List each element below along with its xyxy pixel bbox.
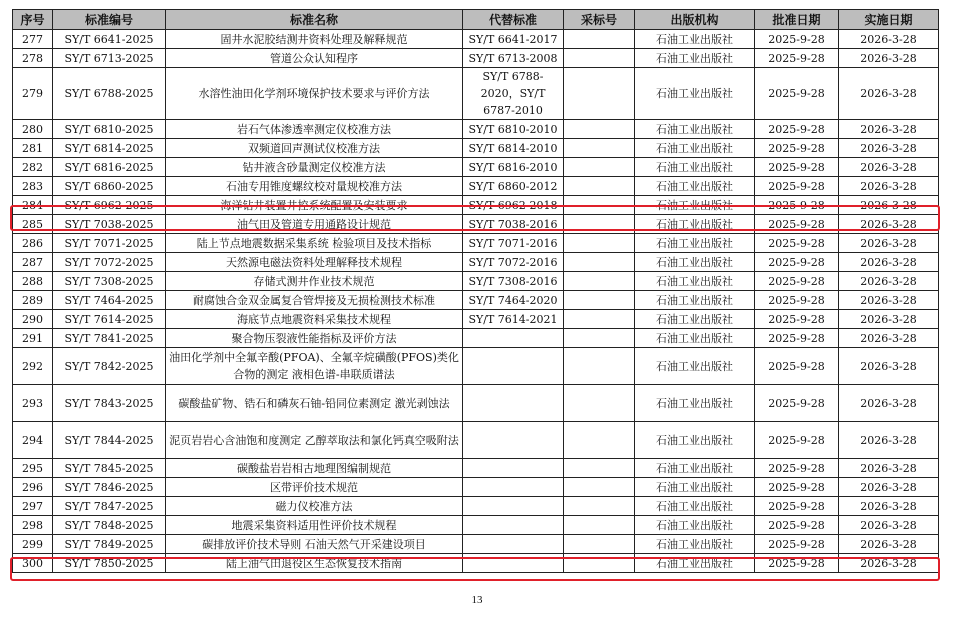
cell-adopt (564, 30, 635, 49)
cell-approve-date: 2025-9-28 (755, 348, 839, 385)
cell-no: 285 (13, 215, 53, 234)
cell-publisher: 石油工业出版社 (635, 272, 755, 291)
cell-approve-date: 2025-9-28 (755, 177, 839, 196)
cell-name: 陆上油气田退役区生态恢复技术指南 (166, 554, 463, 573)
cell-adopt (564, 329, 635, 348)
cell-name: 地震采集资料适用性评价技术规程 (166, 516, 463, 535)
cell-code: SY/T 6816-2025 (53, 158, 166, 177)
cell-adopt (564, 120, 635, 139)
cell-name: 固井水泥胶结测井资料处理及解释规范 (166, 30, 463, 49)
cell-code: SY/T 7849-2025 (53, 535, 166, 554)
cell-no: 281 (13, 139, 53, 158)
table-row (13, 215, 939, 234)
table-header-row (13, 10, 939, 30)
table-row (13, 177, 939, 196)
cell-approve-date: 2025-9-28 (755, 535, 839, 554)
cell-approve-date: 2025-9-28 (755, 291, 839, 310)
cell-effective-date: 2026-3-28 (839, 497, 939, 516)
cell-adopt (564, 272, 635, 291)
cell-replaces (463, 497, 564, 516)
cell-approve-date: 2025-9-28 (755, 139, 839, 158)
cell-approve-date: 2025-9-28 (755, 422, 839, 459)
cell-name: 油田化学剂中全氟辛酸(PFOA)、全氟辛烷磺酸(PFOS)类化合物的测定 液相色谱-串联质谱法 (166, 348, 463, 385)
table-row (13, 497, 939, 516)
cell-adopt (564, 49, 635, 68)
cell-publisher: 石油工业出版社 (635, 554, 755, 573)
cell-publisher: 石油工业出版社 (635, 139, 755, 158)
cell-adopt (564, 348, 635, 385)
table-row (13, 253, 939, 272)
cell-adopt (564, 516, 635, 535)
cell-adopt (564, 554, 635, 573)
cell-publisher: 石油工业出版社 (635, 422, 755, 459)
cell-name: 碳酸盐岩岩相古地理图编制规范 (166, 459, 463, 478)
cell-effective-date: 2026-3-28 (839, 68, 939, 120)
header-adopt: 采标号 (564, 10, 635, 30)
table-row (13, 348, 939, 385)
cell-publisher: 石油工业出版社 (635, 478, 755, 497)
cell-code: SY/T 7841-2025 (53, 329, 166, 348)
header-name: 标准名称 (166, 10, 463, 30)
cell-code: SY/T 7308-2025 (53, 272, 166, 291)
table-row (13, 49, 939, 68)
cell-approve-date: 2025-9-28 (755, 196, 839, 215)
cell-publisher: 石油工业出版社 (635, 196, 755, 215)
cell-no: 290 (13, 310, 53, 329)
cell-name: 区带评价技术规范 (166, 478, 463, 497)
cell-approve-date: 2025-9-28 (755, 310, 839, 329)
table-row (13, 30, 939, 49)
header-replaces: 代替标准 (463, 10, 564, 30)
cell-adopt (564, 422, 635, 459)
cell-replaces (463, 385, 564, 422)
cell-no: 296 (13, 478, 53, 497)
table-row (13, 68, 939, 120)
cell-no: 282 (13, 158, 53, 177)
cell-replaces: SY/T 6814-2010 (463, 139, 564, 158)
cell-code: SY/T 7850-2025 (53, 554, 166, 573)
table-row (13, 422, 939, 459)
cell-effective-date: 2026-3-28 (839, 422, 939, 459)
cell-no: 288 (13, 272, 53, 291)
cell-code: SY/T 7848-2025 (53, 516, 166, 535)
cell-publisher: 石油工业出版社 (635, 177, 755, 196)
cell-code: SY/T 6962-2025 (53, 196, 166, 215)
table-row (13, 120, 939, 139)
table-row (13, 291, 939, 310)
cell-code: SY/T 7072-2025 (53, 253, 166, 272)
table-row (13, 139, 939, 158)
cell-replaces: SY/T 6816-2010 (463, 158, 564, 177)
table-row (13, 234, 939, 253)
cell-no: 278 (13, 49, 53, 68)
cell-adopt (564, 291, 635, 310)
cell-replaces (463, 478, 564, 497)
cell-replaces: SY/T 6860-2012 (463, 177, 564, 196)
cell-adopt (564, 459, 635, 478)
cell-code: SY/T 6788-2025 (53, 68, 166, 120)
cell-effective-date: 2026-3-28 (839, 158, 939, 177)
cell-name: 磁力仪校准方法 (166, 497, 463, 516)
cell-no: 291 (13, 329, 53, 348)
cell-adopt (564, 177, 635, 196)
cell-effective-date: 2026-3-28 (839, 535, 939, 554)
cell-no: 297 (13, 497, 53, 516)
cell-approve-date: 2025-9-28 (755, 516, 839, 535)
cell-code: SY/T 6641-2025 (53, 30, 166, 49)
cell-no: 286 (13, 234, 53, 253)
cell-approve-date: 2025-9-28 (755, 459, 839, 478)
cell-code: SY/T 7038-2025 (53, 215, 166, 234)
table-row (13, 196, 939, 215)
cell-replaces (463, 422, 564, 459)
page-number: 13 (471, 594, 483, 606)
cell-approve-date: 2025-9-28 (755, 30, 839, 49)
cell-name: 天然源电磁法资料处理解释技术规程 (166, 253, 463, 272)
cell-no: 293 (13, 385, 53, 422)
cell-no: 298 (13, 516, 53, 535)
cell-approve-date: 2025-9-28 (755, 68, 839, 120)
cell-replaces: SY/T 7614-2021 (463, 310, 564, 329)
cell-approve-date: 2025-9-28 (755, 49, 839, 68)
cell-publisher: 石油工业出版社 (635, 310, 755, 329)
cell-publisher: 石油工业出版社 (635, 459, 755, 478)
cell-replaces (463, 535, 564, 554)
cell-effective-date: 2026-3-28 (839, 234, 939, 253)
cell-replaces: SY/T 7464-2020 (463, 291, 564, 310)
cell-approve-date: 2025-9-28 (755, 234, 839, 253)
cell-code: SY/T 6860-2025 (53, 177, 166, 196)
cell-approve-date: 2025-9-28 (755, 478, 839, 497)
cell-adopt (564, 234, 635, 253)
cell-replaces: SY/T 6788-2020，SY/T 6787-2010 (463, 68, 564, 120)
cell-name: 水溶性油田化学剂环境保护技术要求与评价方法 (166, 68, 463, 120)
table-row (13, 158, 939, 177)
cell-name: 陆上节点地震数据采集系统 检验项目及技术指标 (166, 234, 463, 253)
cell-code: SY/T 7846-2025 (53, 478, 166, 497)
cell-code: SY/T 6810-2025 (53, 120, 166, 139)
cell-name: 岩石气体渗透率测定仪校准方法 (166, 120, 463, 139)
cell-effective-date: 2026-3-28 (839, 554, 939, 573)
cell-effective-date: 2026-3-28 (839, 385, 939, 422)
cell-name: 钻井液含砂量测定仪校准方法 (166, 158, 463, 177)
cell-approve-date: 2025-9-28 (755, 215, 839, 234)
cell-publisher: 石油工业出版社 (635, 385, 755, 422)
cell-code: SY/T 7843-2025 (53, 385, 166, 422)
cell-adopt (564, 158, 635, 177)
cell-no: 277 (13, 30, 53, 49)
cell-publisher: 石油工业出版社 (635, 234, 755, 253)
cell-name: 碳排放评价技术导则 石油天然气开采建设项目 (166, 535, 463, 554)
header-code: 标准编号 (53, 10, 166, 30)
cell-code: SY/T 6713-2025 (53, 49, 166, 68)
cell-adopt (564, 535, 635, 554)
cell-approve-date: 2025-9-28 (755, 385, 839, 422)
cell-approve-date: 2025-9-28 (755, 272, 839, 291)
cell-publisher: 石油工业出版社 (635, 253, 755, 272)
table-row (13, 329, 939, 348)
cell-no: 289 (13, 291, 53, 310)
cell-approve-date: 2025-9-28 (755, 120, 839, 139)
table-row (13, 478, 939, 497)
table-row (13, 459, 939, 478)
header-approve-date: 批准日期 (755, 10, 839, 30)
cell-publisher: 石油工业出版社 (635, 49, 755, 68)
cell-adopt (564, 310, 635, 329)
cell-effective-date: 2026-3-28 (839, 310, 939, 329)
standards-table (12, 9, 939, 573)
table-row (13, 272, 939, 291)
table-row (13, 535, 939, 554)
cell-code: SY/T 7071-2025 (53, 234, 166, 253)
cell-no: 284 (13, 196, 53, 215)
cell-name: 管道公众认知程序 (166, 49, 463, 68)
cell-effective-date: 2026-3-28 (839, 291, 939, 310)
cell-name: 泥页岩岩心含油饱和度测定 乙醇萃取法和氯化钙真空吸附法 (166, 422, 463, 459)
cell-approve-date: 2025-9-28 (755, 497, 839, 516)
cell-adopt (564, 478, 635, 497)
cell-no: 283 (13, 177, 53, 196)
cell-approve-date: 2025-9-28 (755, 158, 839, 177)
cell-replaces (463, 329, 564, 348)
cell-name: 耐腐蚀合金双金属复合管焊接及无损检测技术标准 (166, 291, 463, 310)
cell-effective-date: 2026-3-28 (839, 139, 939, 158)
cell-adopt (564, 68, 635, 120)
cell-effective-date: 2026-3-28 (839, 459, 939, 478)
cell-name: 聚合物压裂液性能指标及评价方法 (166, 329, 463, 348)
cell-effective-date: 2026-3-28 (839, 329, 939, 348)
cell-name: 海底节点地震资料采集技术规程 (166, 310, 463, 329)
cell-adopt (564, 139, 635, 158)
cell-name: 双频道回声测试仪校准方法 (166, 139, 463, 158)
cell-adopt (564, 196, 635, 215)
cell-publisher: 石油工业出版社 (635, 215, 755, 234)
cell-publisher: 石油工业出版社 (635, 535, 755, 554)
table-row (13, 516, 939, 535)
cell-name: 油气田及管道专用通路设计规范 (166, 215, 463, 234)
cell-approve-date: 2025-9-28 (755, 329, 839, 348)
cell-publisher: 石油工业出版社 (635, 120, 755, 139)
header-effective-date: 实施日期 (839, 10, 939, 30)
cell-replaces: SY/T 6713-2008 (463, 49, 564, 68)
cell-replaces: SY/T 7071-2016 (463, 234, 564, 253)
cell-publisher: 石油工业出版社 (635, 497, 755, 516)
table-row (13, 310, 939, 329)
cell-no: 299 (13, 535, 53, 554)
cell-code: SY/T 7847-2025 (53, 497, 166, 516)
cell-no: 279 (13, 68, 53, 120)
cell-effective-date: 2026-3-28 (839, 177, 939, 196)
cell-effective-date: 2026-3-28 (839, 348, 939, 385)
cell-adopt (564, 385, 635, 422)
cell-replaces: SY/T 7308-2016 (463, 272, 564, 291)
cell-publisher: 石油工业出版社 (635, 516, 755, 535)
cell-effective-date: 2026-3-28 (839, 120, 939, 139)
table-row (13, 554, 939, 573)
header-publisher: 出版机构 (635, 10, 755, 30)
cell-adopt (564, 215, 635, 234)
cell-adopt (564, 253, 635, 272)
cell-code: SY/T 6814-2025 (53, 139, 166, 158)
cell-no: 292 (13, 348, 53, 385)
cell-publisher: 石油工业出版社 (635, 158, 755, 177)
cell-code: SY/T 7844-2025 (53, 422, 166, 459)
cell-no: 294 (13, 422, 53, 459)
cell-code: SY/T 7842-2025 (53, 348, 166, 385)
cell-replaces (463, 554, 564, 573)
cell-approve-date: 2025-9-28 (755, 253, 839, 272)
cell-publisher: 石油工业出版社 (635, 68, 755, 120)
cell-replaces: SY/T 7038-2016 (463, 215, 564, 234)
cell-publisher: 石油工业出版社 (635, 291, 755, 310)
cell-effective-date: 2026-3-28 (839, 49, 939, 68)
cell-no: 280 (13, 120, 53, 139)
cell-replaces (463, 459, 564, 478)
cell-replaces: SY/T 7072-2016 (463, 253, 564, 272)
cell-replaces: SY/T 6962-2018 (463, 196, 564, 215)
cell-replaces (463, 516, 564, 535)
cell-effective-date: 2026-3-28 (839, 272, 939, 291)
cell-replaces (463, 348, 564, 385)
cell-name: 存储式测井作业技术规范 (166, 272, 463, 291)
cell-no: 295 (13, 459, 53, 478)
cell-replaces: SY/T 6810-2010 (463, 120, 564, 139)
cell-publisher: 石油工业出版社 (635, 348, 755, 385)
cell-no: 287 (13, 253, 53, 272)
cell-effective-date: 2026-3-28 (839, 516, 939, 535)
table-row (13, 385, 939, 422)
cell-effective-date: 2026-3-28 (839, 30, 939, 49)
cell-replaces: SY/T 6641-2017 (463, 30, 564, 49)
cell-code: SY/T 7614-2025 (53, 310, 166, 329)
cell-approve-date: 2025-9-28 (755, 554, 839, 573)
cell-name: 碳酸盐矿物、锆石和磷灰石铀-铅同位素测定 激光剥蚀法 (166, 385, 463, 422)
cell-no: 300 (13, 554, 53, 573)
cell-effective-date: 2026-3-28 (839, 253, 939, 272)
cell-publisher: 石油工业出版社 (635, 329, 755, 348)
cell-publisher: 石油工业出版社 (635, 30, 755, 49)
cell-name: 海洋钻井装置井控系统配置及安装要求 (166, 196, 463, 215)
cell-effective-date: 2026-3-28 (839, 196, 939, 215)
cell-effective-date: 2026-3-28 (839, 478, 939, 497)
cell-code: SY/T 7845-2025 (53, 459, 166, 478)
cell-adopt (564, 497, 635, 516)
cell-effective-date: 2026-3-28 (839, 215, 939, 234)
cell-code: SY/T 7464-2025 (53, 291, 166, 310)
cell-name: 石油专用锥度螺纹校对量规校准方法 (166, 177, 463, 196)
header-no: 序号 (13, 10, 53, 30)
